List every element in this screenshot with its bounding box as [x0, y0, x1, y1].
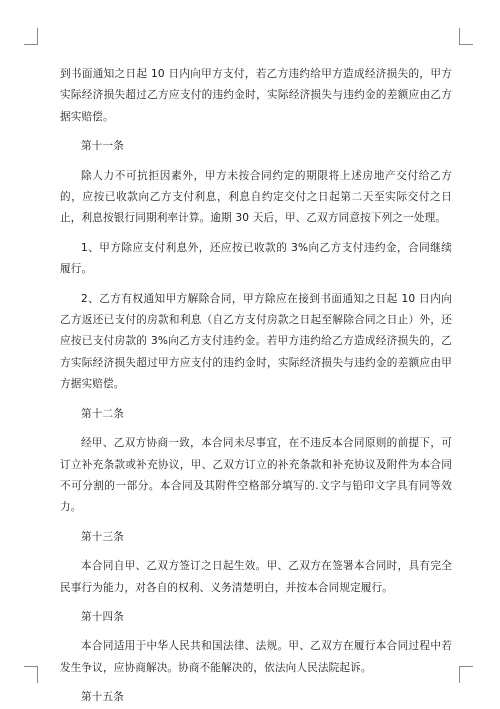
paragraph: 到书面通知之日起 10 日内向甲方支付，若乙方违约给甲方造成经济损失的，甲方实际经济损失超过乙方应支付的违约金时，实际经济损失与违约金的差额应由乙方据实赔偿。 — [60, 68, 452, 123]
crop-mark-bottom-left — [24, 666, 38, 667]
article-heading: 第十五条 — [81, 691, 124, 704]
paragraph: 1、甲方除应支付利息外，还应按已收款的 3%向乙方支付违约金，合同继续履行。 — [60, 241, 452, 276]
paragraph: 2、乙方有权通知甲方解除合同，甲方除应在接到书面通知之日起 10 日内向乙方返还已支付的房款和利息（自乙方支付房款之日起至解除合同之日止）外，还应按已支付房款的 3%向乙方支付违约金。若甲方违约给乙方造成经济损失的，乙方实际经济损失超过甲方应支付的违约金时，实际经济损失与违约金的差额应由甲方据实赔偿。 — [60, 292, 452, 391]
article-heading: 第十二条 — [81, 407, 124, 420]
paragraph: 本合同自甲、乙双方签订之日起生效。甲、乙双方在签署本合同时，具有完全民事行为能力，对各自的权利、义务清楚明白，并按本合同规定履行。 — [60, 560, 452, 594]
crop-mark-top-right — [459, 28, 460, 45]
document-body — [60, 64, 452, 709]
paragraph: 除人力不可抗拒因素外，甲方未按合同约定的期限将上述房地产交付给乙方的，应按已收款向乙方支付利息，利息自约定交付之日起第二天至实际交付之日止，利息按银行同期利率计算。逾期 30 天后，甲、乙双方同意按下列之一处理。 — [60, 169, 452, 225]
crop-mark-bottom-right — [459, 666, 460, 683]
crop-mark-top-left — [37, 28, 38, 45]
crop-mark-top-left — [24, 44, 38, 45]
paragraph: 经甲、乙双方协商一致，本合同未尽事宜，在不违反本合同原则的前提下，可订立补充条款或补充协议，甲、乙双方订立的补充条款和补充协议及附件为本合同不可分割的一部分。本合同及其附件空格部分填写的.文字与铅印文字具有同等效力。 — [60, 437, 452, 514]
crop-mark-top-right — [459, 44, 473, 45]
article-heading: 第十三条 — [81, 530, 124, 543]
crop-mark-bottom-left — [37, 666, 38, 683]
paragraph: 本合同适用于中华人民共和国法律、法规。甲、乙双方在履行本合同过程中若发生争议，应协商解决。协商不能解决的，依法向人民法院起诉。 — [60, 640, 452, 674]
article-heading: 第十四条 — [81, 610, 124, 623]
article-heading: 第十一条 — [81, 140, 124, 153]
crop-mark-bottom-right — [459, 666, 473, 667]
